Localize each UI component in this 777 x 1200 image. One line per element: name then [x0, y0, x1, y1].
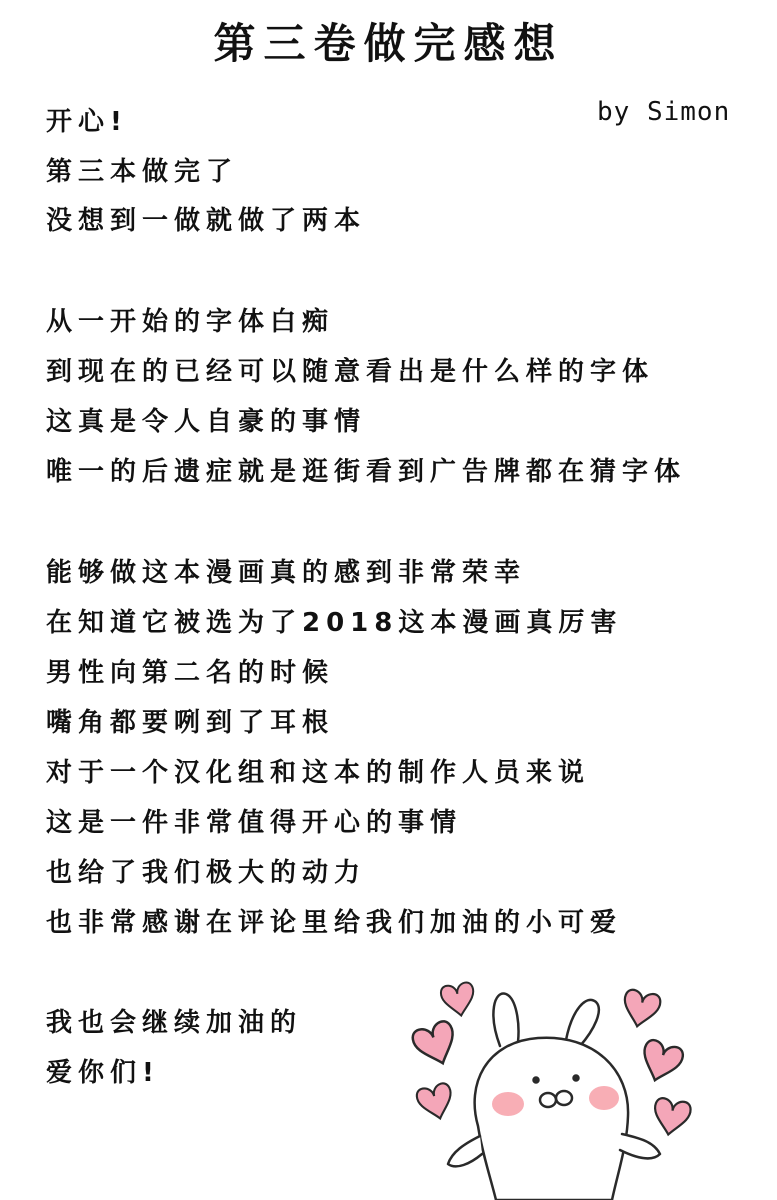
text-line: 唯一的后遗症就是逛街看到广告牌都在猜字体: [46, 457, 687, 487]
text-line: 嘴角都要咧到了耳根: [46, 708, 335, 738]
bunny-with-hearts-illustration: [408, 976, 708, 1200]
text-line: 也非常感谢在评论里给我们加油的小可爱: [46, 908, 623, 938]
author-signature: by Simon: [597, 97, 731, 127]
page-title: 第三卷做完感想: [213, 19, 564, 68]
heart-icon: [651, 1097, 692, 1138]
text-line: 这真是令人自豪的事情: [46, 407, 367, 437]
heart-icon: [410, 1019, 462, 1070]
heart-icon: [620, 988, 662, 1030]
text-line: 能够做这本漫画真的感到非常荣幸: [46, 558, 527, 588]
text-line: 我也会继续加油的: [46, 1008, 303, 1038]
text-line: 爱你们!: [46, 1058, 160, 1088]
text-line: 对于一个汉化组和这本的制作人员来说: [46, 758, 591, 788]
heart-icon: [415, 1082, 457, 1123]
text-line: 第三本做完了: [46, 157, 239, 187]
text-line: 从一开始的字体白痴: [46, 307, 335, 337]
cheek-blush: [589, 1086, 619, 1110]
text-line: 没想到一做就做了两本: [46, 206, 367, 236]
heart-icon: [440, 981, 477, 1018]
text-line: 男性向第二名的时候: [46, 658, 335, 688]
text-line: 也给了我们极大的动力: [46, 858, 367, 888]
text-line: 到现在的已经可以随意看出是什么样的字体: [46, 357, 655, 387]
text-line: 在知道它被选为了2018这本漫画真厉害: [46, 608, 623, 638]
heart-icon: [636, 1038, 685, 1086]
text-line: 这是一件非常值得开心的事情: [46, 808, 463, 838]
text-line: 开心!: [46, 107, 128, 137]
cheek-blush: [492, 1092, 524, 1116]
